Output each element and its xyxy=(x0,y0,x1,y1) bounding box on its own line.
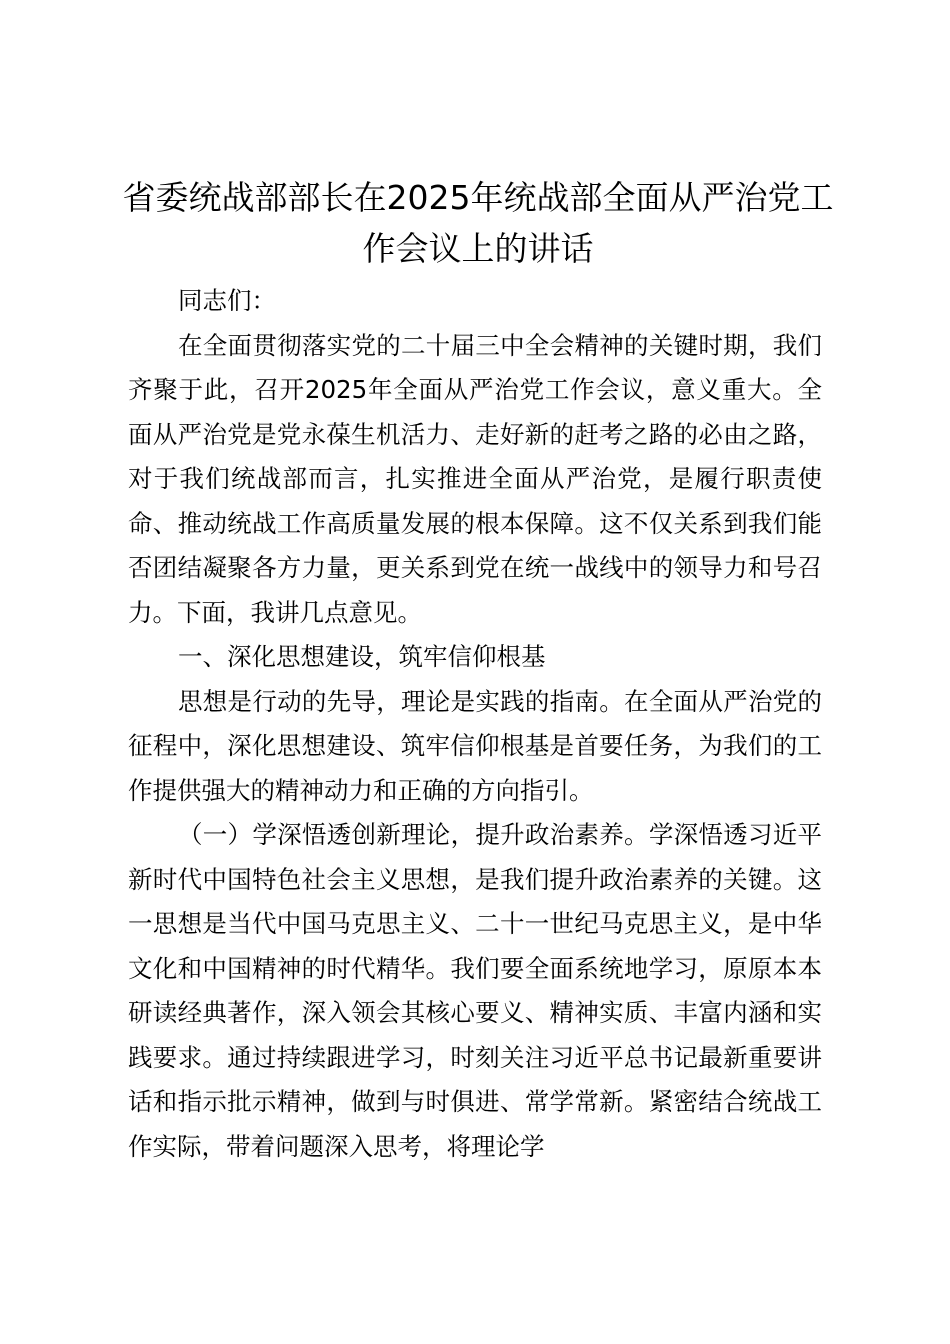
salutation: 同志们： xyxy=(178,286,276,315)
body-paragraph: 思想是行动的先导，理论是实践的指南。在全面从严治党的征程中，深化思想建设、筑牢信仰根基是首要任务，为我们的工作提供强大的精神动力和正确的方向指引。 xyxy=(128,686,822,805)
intro-paragraph: 在全面贯彻落实党的二十届三中全会精神的关键时期，我们齐聚于此，召开2025年全面从严治党工作会议，意义重大。全面从严治党是党永葆生机活力、走好新的赶考之路的必由之路，对于我们统战部而言，扎实推进全面从严治党，是履行职责使命、推动统战工作高质量发展的根本保障。这不仅关系到我们能否团结凝聚各方力量，更关系到党在统一战线中的领导力和号召力。下面，我讲几点意见。 xyxy=(128,330,822,627)
section-heading: 一、深化思想建设，筑牢信仰根基 xyxy=(178,642,546,671)
document-title: 省委统战部部长在2025年统战部全面从严治党工作会议上的讲话 xyxy=(122,178,834,268)
body-paragraph: （一）学深悟透创新理论，提升政治素养。学深悟透习近平新时代中国特色社会主义思想，是我们提升政治素养的关键。这一思想是当代中国马克思主义、二十一世纪马克思主义，是中华文化和中国精神的时代精华。我们要全面系统地学习，原原本本研读经典著作，深入领会其核心要义、精神实质、丰富内涵和实践要求。通过持续跟进学习，时刻关注习近平总书记最新重要讲话和指示批示精神，做到与时俱进、常学常新。紧密结合统战工作实际，带着问题深入思考，将理论学 xyxy=(128,820,822,1161)
document-body xyxy=(128,279,822,1169)
